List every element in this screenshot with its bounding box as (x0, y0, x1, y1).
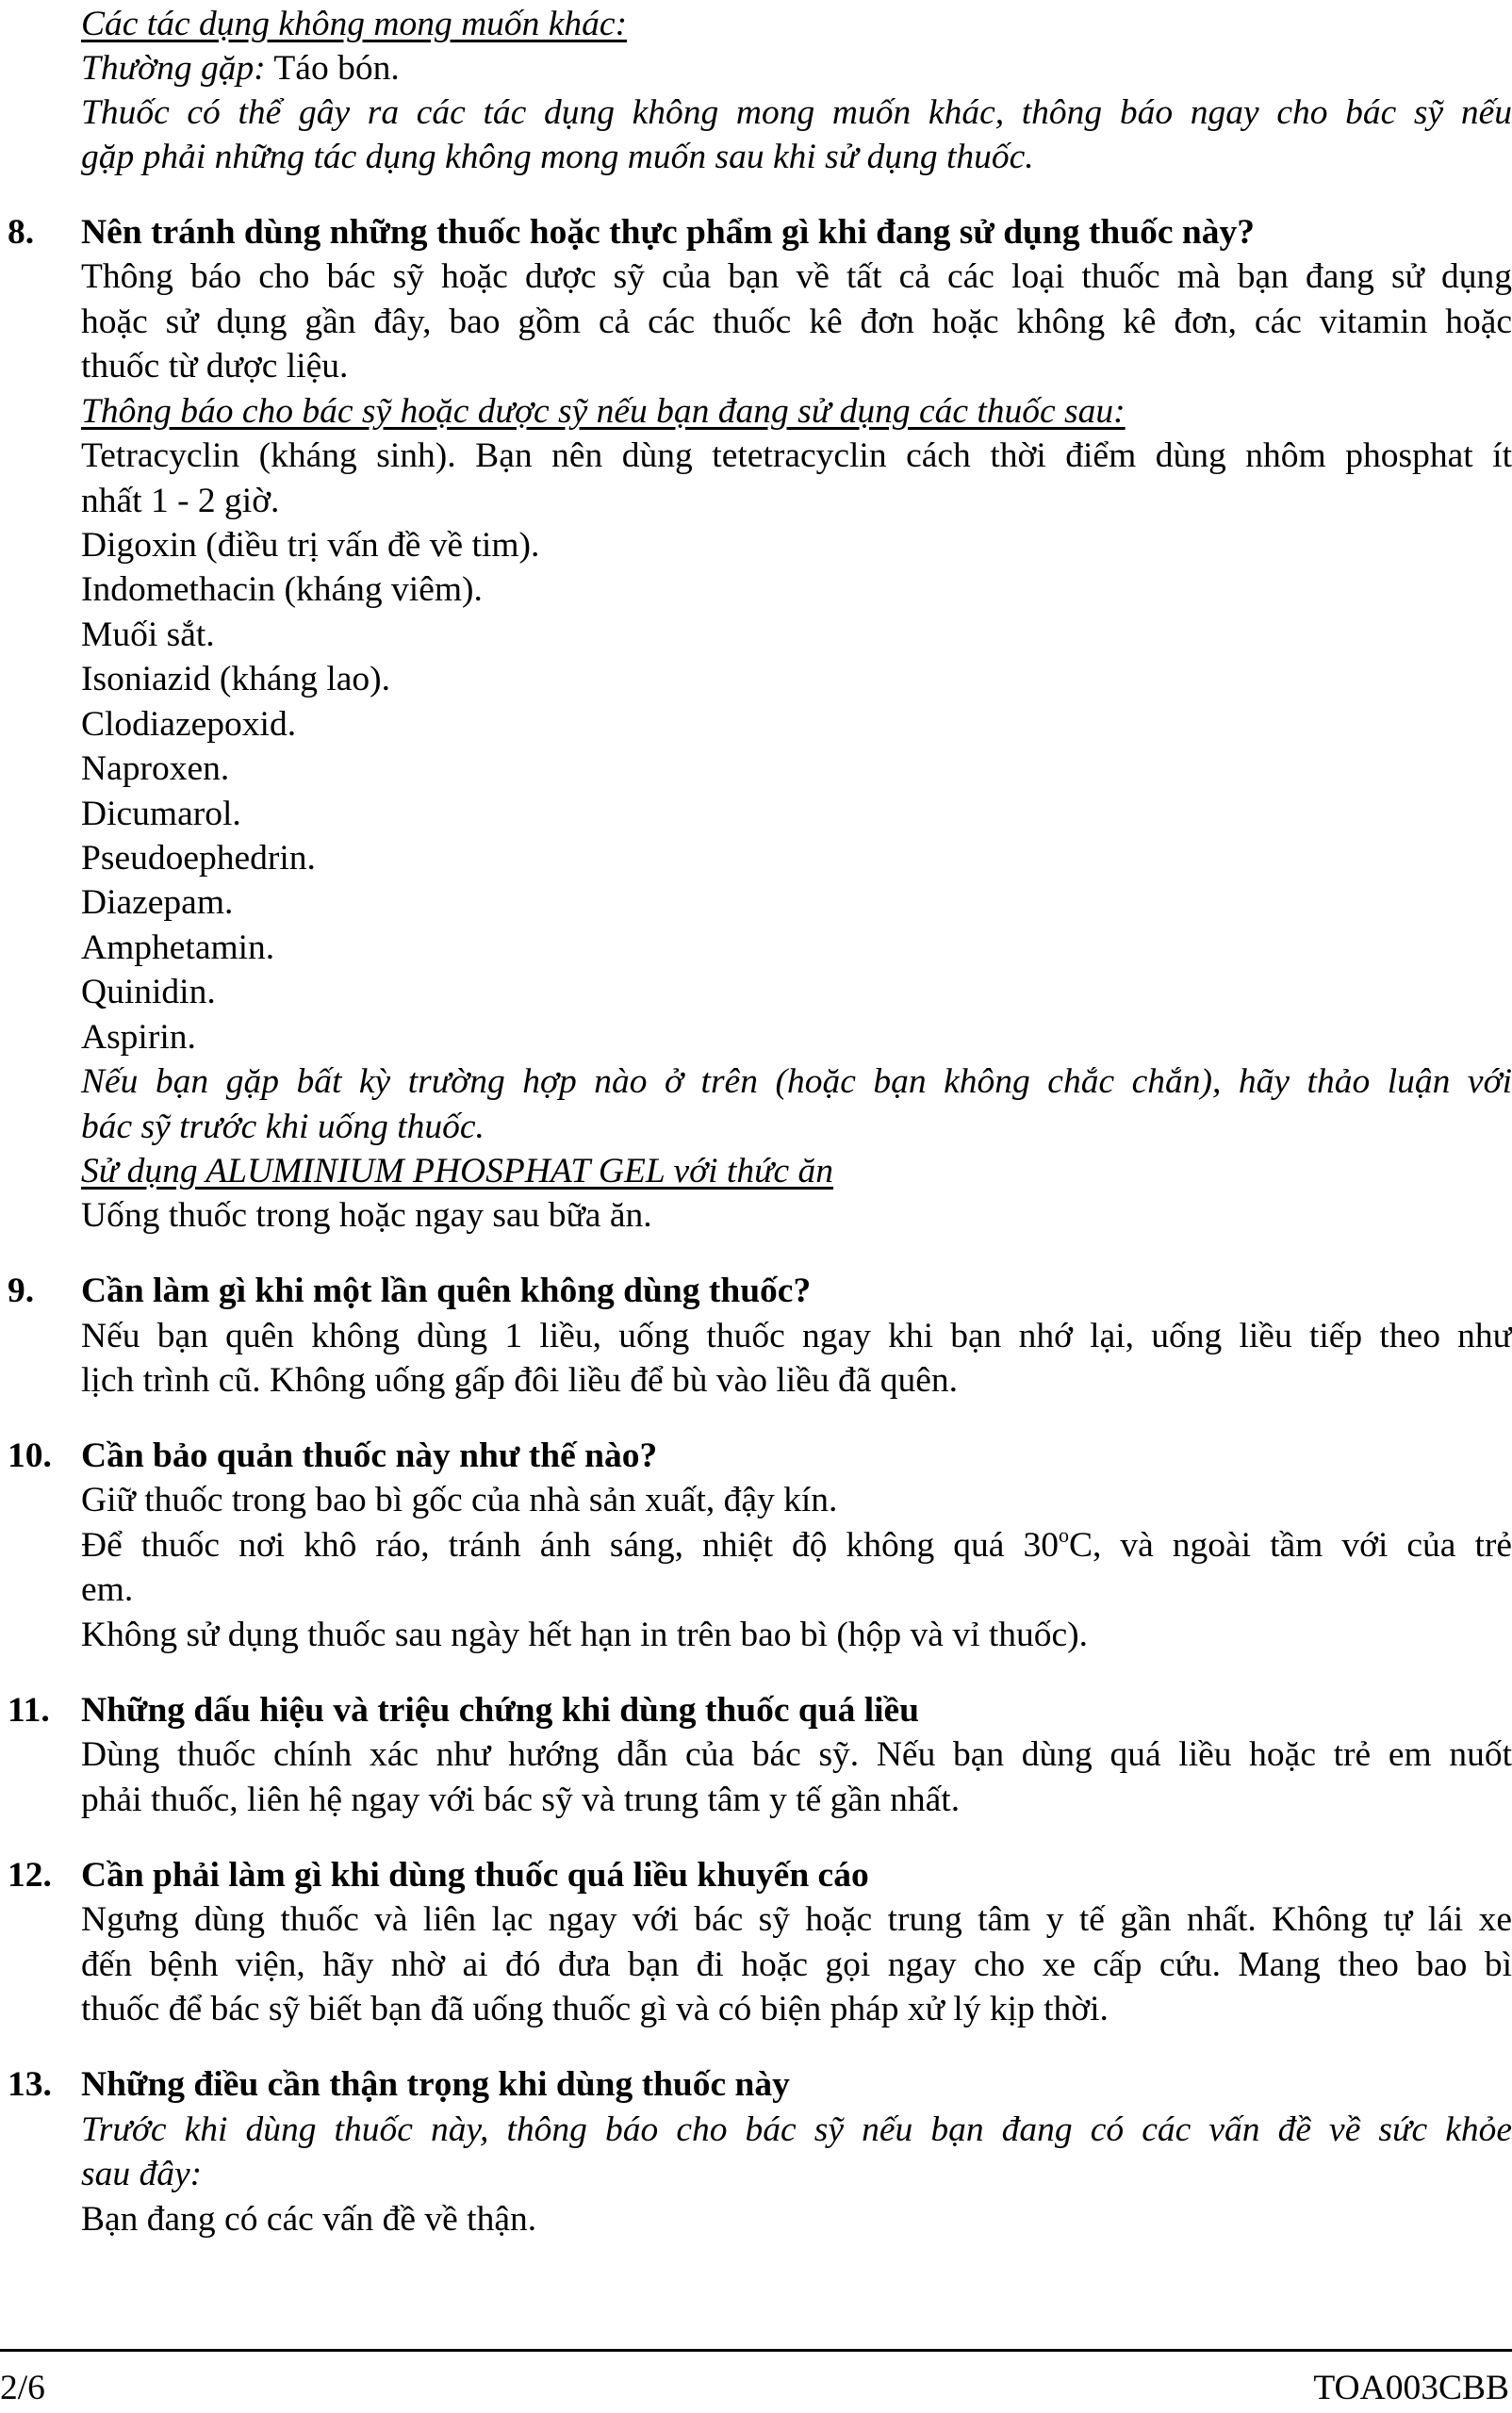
section-8-para-line-1: Thông báo cho bác sỹ hoặc dược sỹ của bạn về tất cả các loại thuốc mà bạn đang sử dụng (81, 257, 1512, 296)
common-effects-line (81, 46, 1512, 91)
storage-temp-text-end: C, và ngoài tầm với của trẻ (1068, 1526, 1512, 1565)
section-8-title: Nên tránh dùng những thuốc hoặc thực phẩm gì khi đang sử dụng thuốc này? (81, 213, 1255, 252)
section-12-line-3: thuốc để bác sỹ biết bạn đã uống thuốc gì và có biện pháp xử lý kịp thời. (81, 1990, 1109, 2028)
section-10-number: 10. (8, 1436, 52, 1475)
section-9-number: 9. (8, 1272, 35, 1310)
section-13-intro-line-2: sau đây: (81, 2155, 203, 2193)
drug-list-item: Pseudoephedrin. (81, 839, 316, 878)
caution-line-1: Nếu bạn gặp bất kỳ trường hợp nào ở trên (hoặc bạn không chắc chắn), hãy thảo luận với (81, 1062, 1512, 1101)
storage-temp-text: Để thuốc nơi khô ráo, tránh ánh sáng, nhiệt độ không quá 30 (81, 1526, 1059, 1565)
section-9-title: Cần làm gì khi một lần quên không dùng thuốc? (81, 1272, 812, 1310)
section-13-line-1: Bạn đang có các vấn đề về thận. (81, 2200, 537, 2239)
section-11-number: 11. (8, 1691, 50, 1730)
section-12-line-2: đến bệnh viện, hãy nhờ ai đó đưa bạn đi hoặc gọi ngay cho xe cấp cứu. Mang theo bao bì (81, 1945, 1512, 1984)
food-heading: Sử dụng ALUMINIUM PHOSPHAT GEL với thức ăn (81, 1152, 834, 1190)
section-11-title: Những dấu hiệu và triệu chứng khi dùng thuốc quá liều (81, 1691, 920, 1730)
side-effects-note-line-1: Thuốc có thể gây ra các tác dụng không mong muốn khác, thông báo ngay cho bác sỹ nếu (81, 93, 1512, 132)
section-11-line-1: Dùng thuốc chính xác như hướng dẫn của bác sỹ. Nếu bạn dùng quá liều hoặc trẻ em nuốt (81, 1735, 1512, 1774)
section-10-line-2 (81, 1523, 1512, 1568)
page-number: 2/6 (0, 2369, 45, 2407)
document-code: TOA003CBB (1313, 2369, 1509, 2407)
degree-superscript: o (1058, 1522, 1069, 1547)
common-effects-value: Táo bón. (273, 49, 400, 88)
drug-list-item: Muối sắt. (81, 616, 215, 654)
section-12-number: 12. (8, 1856, 52, 1895)
section-10-line-4: Không sử dụng thuốc sau ngày hết hạn in trên bao bì (hộp và vỉ thuốc). (81, 1616, 1089, 1654)
drug-list-item: Dicumarol. (81, 795, 241, 833)
section-13-number: 13. (8, 2065, 52, 2104)
interaction-heading: Thông báo cho bác sỹ hoặc dược sỹ nếu bạn đang sử dụng các thuốc sau: (81, 392, 1126, 431)
drug-list-item: Naproxen. (81, 749, 230, 788)
drug-list-item: Isoniazid (kháng lao). (81, 660, 391, 698)
drug-list-item: Indomethacin (kháng viêm). (81, 570, 483, 609)
drug-list-item: Diazepam. (81, 883, 234, 922)
section-9-line-2: lịch trình cũ. Không uống gấp đôi liều để bù vào liều đã quên. (81, 1361, 959, 1400)
section-12-line-1: Ngưng dùng thuốc và liên lạc ngay với bác sỹ hoặc trung tâm y tế gần nhất. Không tự lái xe (81, 1900, 1512, 1939)
section-8-para-line-3: thuốc từ dược liệu. (81, 347, 349, 386)
tetracyclin-line-2: nhất 1 - 2 giờ. (81, 482, 280, 520)
side-effects-heading: Các tác dụng không mong muốn khác: (81, 5, 628, 43)
side-effects-note-line-2: gặp phải những tác dụng không mong muốn sau khi sử dụng thuốc. (81, 138, 1034, 176)
section-9-line-1: Nếu bạn quên không dùng 1 liều, uống thuốc ngay khi bạn nhớ lại, uống liều tiếp theo như (81, 1317, 1512, 1355)
food-text: Uống thuốc trong hoặc ngay sau bữa ăn. (81, 1196, 652, 1235)
section-12-title: Cần phải làm gì khi dùng thuốc quá liều khuyến cáo (81, 1856, 869, 1895)
section-8-number: 8. (8, 213, 35, 252)
section-8-para-line-2: hoặc sử dụng gần đây, bao gồm cả các thuốc kê đơn hoặc không kê đơn, các vitamin hoặc (81, 303, 1512, 341)
section-10-title: Cần bảo quản thuốc này như thế nào? (81, 1436, 658, 1475)
section-11-line-2: phải thuốc, liên hệ ngay với bác sỹ và trung tâm y tế gần nhất. (81, 1781, 961, 1819)
drug-list-item: Quinidin. (81, 973, 216, 1011)
common-effects-label: Thường gặp: (81, 49, 266, 88)
tetracyclin-line-1: Tetracyclin (kháng sinh). Bạn nên dùng tetetracyclin cách thời điểm dùng nhôm phosphat ít (81, 436, 1512, 475)
drug-list-item: Clodiazepoxid. (81, 705, 297, 744)
drug-list-item: Aspirin. (81, 1018, 196, 1057)
section-10-line-1: Giữ thuốc trong bao bì gốc của nhà sản xuất, đậy kín. (81, 1481, 838, 1519)
section-10-line-3: em. (81, 1570, 134, 1609)
caution-line-2: bác sỹ trước khi uống thuốc. (81, 1108, 485, 1146)
drug-list-item: Amphetamin. (81, 928, 275, 967)
drug-list-item: Digoxin (điều trị vấn đề về tim). (81, 526, 540, 565)
section-13-title: Những điều cần thận trọng khi dùng thuốc này (81, 2065, 790, 2104)
footer-divider (0, 2349, 1512, 2352)
section-13-intro-line-1: Trước khi dùng thuốc này, thông báo cho bác sỹ nếu bạn đang có các vấn đề về sức khỏe (81, 2110, 1512, 2149)
